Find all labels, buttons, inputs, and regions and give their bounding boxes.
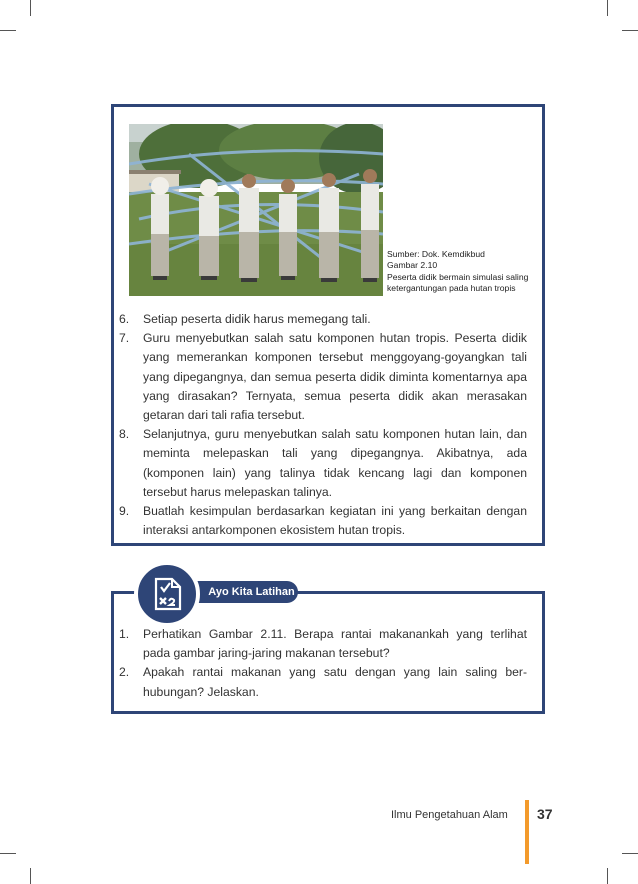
crop-mark — [622, 30, 638, 31]
footer-accent-bar — [525, 800, 529, 864]
item-number: 8. — [119, 427, 130, 442]
item-number: 9. — [119, 504, 130, 519]
list-item — [119, 329, 527, 425]
activity-steps — [119, 310, 527, 540]
crop-mark — [607, 0, 608, 16]
exercise-questions — [119, 625, 527, 702]
crop-mark — [30, 868, 31, 884]
figure-source: Sumber: Dok. Kemdikbud — [387, 249, 485, 259]
crop-mark — [622, 853, 638, 854]
exercise-title: Ayo Kita Latihan — [197, 581, 298, 603]
list-item — [119, 663, 527, 701]
list-item — [119, 502, 527, 540]
item-text: Perhatikan Gambar 2.11. Berapa rantai makanankah yang terlihat pada gambar jaring-jaring makanan tersebut? — [143, 627, 527, 661]
footer-book-title: Ilmu Pengetahuan Alam — [391, 809, 508, 821]
figure-caption-line: ketergantungan pada hutan tropis — [387, 282, 516, 293]
item-text: Apakah rantai makanan yang satu dengan yang lain saling ber-hubungan? Jelaskan. — [143, 665, 527, 699]
figure-photo — [129, 124, 383, 296]
page-number: 37 — [537, 806, 553, 822]
item-number: 6. — [119, 312, 130, 326]
figure-caption-line: Peserta didik bermain simulasi saling — [387, 271, 529, 282]
figure-number: Gambar 2.10 — [387, 260, 438, 271]
item-text: Selanjutnya, guru menyebutkan salah satu komponen hutan lain, dan meminta melepaskan tali yang dipegangnya. Akibatnya, ada (komponen lain) yang talinya tidak kencang lagi dan komponen tersebut harus melepaskan talinya. — [143, 427, 527, 499]
item-number: 2. — [119, 665, 130, 680]
list-item — [119, 310, 527, 329]
crop-mark — [0, 853, 16, 854]
exercise-document-icon — [134, 561, 200, 627]
list-item — [119, 425, 527, 502]
crop-mark — [607, 868, 608, 884]
item-text: Guru menyebutkan salah satu komponen hutan tropis. Peserta didik yang memerankan komponen tersebut menggoyang-goyangkan tali yang dipegangnya, dan semua peserta didik diminta komentarnya apa yang dirasakan? Ternyata, semua peserta didik akan merasakan getaran dari tali rafia tersebut. — [143, 331, 527, 423]
item-number: 1. — [119, 627, 130, 641]
item-text: Setiap peserta didik harus memegang tali. — [143, 312, 371, 326]
crop-mark — [0, 30, 16, 31]
figure-caption — [387, 249, 547, 294]
list-item — [119, 625, 527, 663]
item-number: 7. — [119, 331, 130, 346]
crop-mark — [30, 0, 31, 16]
item-text: Buatlah kesimpulan berdasarkan kegiatan ini yang berkaitan dengan interaksi antarkomponen ekosistem hutan tropis. — [143, 504, 527, 538]
